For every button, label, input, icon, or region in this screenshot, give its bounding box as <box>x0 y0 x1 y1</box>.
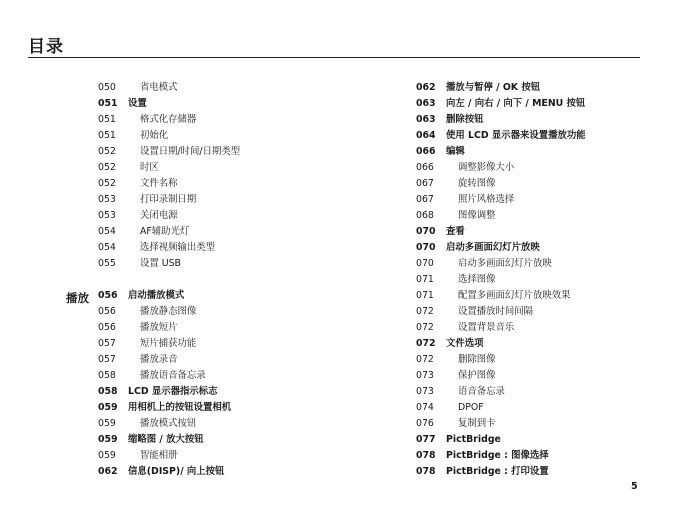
toc-entry[interactable] <box>416 96 656 112</box>
toc-entry[interactable] <box>98 192 388 208</box>
section-gap <box>98 272 388 288</box>
toc-entry[interactable] <box>416 448 656 464</box>
toc-entry[interactable] <box>98 240 388 256</box>
toc-entry-title: 设置 <box>128 98 147 109</box>
toc-entry-title: 播放模式按钮 <box>140 418 197 429</box>
toc-entry-title: 设置 USB <box>140 258 181 269</box>
toc-entry[interactable] <box>416 368 656 384</box>
toc-entry-title: PictBridge : 打印设置 <box>446 466 549 477</box>
toc-entry-title: 打印录制日期 <box>140 194 197 205</box>
toc-entry[interactable] <box>416 144 656 160</box>
toc-entry[interactable] <box>98 400 388 416</box>
toc-entry-title: 照片风格选择 <box>458 194 515 205</box>
toc-entry-page: 072 <box>416 322 434 333</box>
toc-entry-title: 配置多画面幻灯片放映效果 <box>458 290 571 301</box>
toc-entry[interactable] <box>416 240 656 256</box>
toc-entry-title: 文件选项 <box>446 338 484 349</box>
toc-entry-title: 复制到卡 <box>458 418 496 429</box>
toc-entry[interactable] <box>98 464 388 480</box>
toc-entry-page: 067 <box>416 178 434 189</box>
toc-entry-title: 设置播放时间间隔 <box>458 306 534 317</box>
toc-left-column <box>98 80 388 480</box>
toc-entry-page: 066 <box>416 146 436 157</box>
toc-entry-title: 选择视频输出类型 <box>140 242 216 253</box>
toc-entry-title: 播放语音备忘录 <box>140 370 206 381</box>
toc-entry-page: 054 <box>98 242 116 253</box>
toc-entry[interactable] <box>98 112 388 128</box>
toc-entry-title: 启动多画面幻灯片放映 <box>446 242 540 253</box>
toc-entry[interactable] <box>416 80 656 96</box>
toc-entry-title: DPOF <box>458 402 484 413</box>
toc-entry-title: 调整影像大小 <box>458 162 515 173</box>
toc-entry-page: 062 <box>416 82 436 93</box>
toc-entry[interactable] <box>98 80 388 96</box>
toc-entry-title: 文件名称 <box>140 178 178 189</box>
toc-entry-page: 056 <box>98 290 118 301</box>
toc-entry-page: 063 <box>416 114 436 125</box>
toc-entry-title: 向左 / 向右 / 向下 / MENU 按钮 <box>446 98 586 109</box>
toc-entry-title: 删除图像 <box>458 354 496 365</box>
toc-entry-page: 077 <box>416 434 436 445</box>
toc-entry-title: 播放录音 <box>140 354 178 365</box>
toc-entry-title: 关闭电源 <box>140 210 178 221</box>
toc-entry-title: 使用 LCD 显示器来设置播放功能 <box>446 130 586 141</box>
toc-entry[interactable] <box>98 224 388 240</box>
toc-entry-title: 时区 <box>140 162 159 173</box>
toc-entry-title: 智能相册 <box>140 450 178 461</box>
toc-entry-page: 076 <box>416 418 434 429</box>
toc-entry[interactable] <box>98 384 388 400</box>
toc-entry-page: 078 <box>416 450 436 461</box>
toc-entry[interactable] <box>416 304 656 320</box>
toc-entry[interactable] <box>416 336 656 352</box>
toc-entry[interactable] <box>416 272 656 288</box>
toc-entry-page: 057 <box>98 354 116 365</box>
toc-entry-page: 073 <box>416 370 434 381</box>
title-underline <box>28 57 640 58</box>
toc-entry-page: 070 <box>416 258 434 269</box>
toc-entry-page: 071 <box>416 290 434 301</box>
toc-entry-title: 启动播放模式 <box>128 290 185 301</box>
toc-entry-page: 072 <box>416 354 434 365</box>
toc-entry[interactable] <box>416 384 656 400</box>
toc-entry-title: 旋转图像 <box>458 178 496 189</box>
toc-entry-title: 省电模式 <box>140 82 178 93</box>
toc-entry-page: 066 <box>416 162 434 173</box>
toc-entry-page: 056 <box>98 322 116 333</box>
toc-entry-title: 播放与暂停 / OK 按钮 <box>446 82 541 93</box>
toc-entry-title: 初始化 <box>140 130 169 141</box>
toc-entry-title: 删除按钮 <box>446 114 484 125</box>
toc-entry-title: PictBridge : 图像选择 <box>446 450 549 461</box>
toc-entry-page: 051 <box>98 98 118 109</box>
toc-entry-page: 059 <box>98 402 118 413</box>
toc-entry-page: 067 <box>416 194 434 205</box>
toc-entry-page: 078 <box>416 466 436 477</box>
toc-entry[interactable] <box>98 208 388 224</box>
toc-entry-page: 059 <box>98 434 118 445</box>
toc-entry-title: PictBridge <box>446 434 501 445</box>
toc-entry[interactable] <box>416 400 656 416</box>
toc-entry-page: 053 <box>98 194 116 205</box>
toc-entry-title: 保护图像 <box>458 370 496 381</box>
toc-entry[interactable] <box>416 432 656 448</box>
toc-entry[interactable] <box>98 336 388 352</box>
toc-entry-title: 设置背景音乐 <box>458 322 515 333</box>
toc-entry-page: 051 <box>98 130 116 141</box>
toc-entry-page: 058 <box>98 386 118 397</box>
toc-entry[interactable] <box>98 176 388 192</box>
toc-entry-title: 查看 <box>446 226 465 237</box>
toc-entry[interactable] <box>98 256 388 272</box>
toc-entry-page: 073 <box>416 386 434 397</box>
toc-entry-page: 059 <box>98 450 116 461</box>
toc-entry[interactable] <box>416 192 656 208</box>
toc-entry[interactable] <box>416 288 656 304</box>
toc-entry-page: 070 <box>416 242 436 253</box>
toc-entry-title: 编辑 <box>446 146 465 157</box>
toc-entry[interactable] <box>98 352 388 368</box>
toc-entry-page: 072 <box>416 306 434 317</box>
toc-entry-title: 选择图像 <box>458 274 496 285</box>
toc-entry-page: 059 <box>98 418 116 429</box>
toc-entry[interactable] <box>416 176 656 192</box>
toc-entry-title: 图像调整 <box>458 210 496 221</box>
toc-entry-page: 055 <box>98 258 116 269</box>
toc-entry-page: 072 <box>416 338 436 349</box>
toc-entry-title: 启动多画面幻灯片放映 <box>458 258 552 269</box>
toc-entry[interactable] <box>416 416 656 432</box>
section-label: 播放 <box>66 291 89 305</box>
toc-entry[interactable] <box>98 288 388 304</box>
toc-entry-title: 信息(DISP)/ 向上按钮 <box>128 466 225 477</box>
toc-entry-page: 071 <box>416 274 434 285</box>
toc-entry-title: 播放静态图像 <box>140 306 197 317</box>
toc-entry-page: 063 <box>416 98 436 109</box>
toc-entry-page: 062 <box>98 466 118 477</box>
toc-entry-title: LCD 显示器指示标志 <box>128 386 218 397</box>
toc-entry-page: 052 <box>98 178 116 189</box>
toc-entry[interactable] <box>416 208 656 224</box>
toc-entry[interactable] <box>98 448 388 464</box>
toc-entry-page: 053 <box>98 210 116 221</box>
toc-entry-page: 054 <box>98 226 116 237</box>
toc-entry-page: 051 <box>98 114 116 125</box>
toc-entry[interactable] <box>416 464 656 480</box>
toc-entry[interactable] <box>416 160 656 176</box>
toc-entry[interactable] <box>98 432 388 448</box>
toc-entry-page: 052 <box>98 162 116 173</box>
toc-entry[interactable] <box>416 128 656 144</box>
toc-entry-title: 播放短片 <box>140 322 178 333</box>
toc-entry[interactable] <box>98 128 388 144</box>
toc-entry[interactable] <box>416 256 656 272</box>
toc-entry[interactable] <box>98 320 388 336</box>
toc-entry-page: 050 <box>98 82 116 93</box>
toc-entry[interactable] <box>98 416 388 432</box>
toc-entry-page: 064 <box>416 130 436 141</box>
toc-entry[interactable] <box>98 304 388 320</box>
toc-right-column <box>416 80 656 480</box>
page-number: 5 <box>631 481 638 492</box>
toc-entry[interactable] <box>416 352 656 368</box>
toc-entry[interactable] <box>98 368 388 384</box>
toc-entry-page: 056 <box>98 306 116 317</box>
toc-entry-title: 设置日期/时间/日期类型 <box>140 146 241 157</box>
toc-entry-title: 格式化存储器 <box>140 114 197 125</box>
toc-entry-page: 058 <box>98 370 116 381</box>
page-title: 目录 <box>28 37 64 57</box>
toc-entry[interactable] <box>98 160 388 176</box>
toc-entry[interactable] <box>416 224 656 240</box>
toc-entry-title: 短片捕获功能 <box>140 338 197 349</box>
toc-entry-title: 用相机上的按钮设置相机 <box>128 402 232 413</box>
toc-entry[interactable] <box>416 112 656 128</box>
toc-entry-page: 052 <box>98 146 116 157</box>
toc-entry-page: 057 <box>98 338 116 349</box>
toc-entry-title: AF辅助光灯 <box>140 226 190 237</box>
toc-entry[interactable] <box>98 144 388 160</box>
toc-entry-page: 070 <box>416 226 436 237</box>
toc-entry[interactable] <box>416 320 656 336</box>
toc-entry[interactable] <box>98 96 388 112</box>
toc-entry-title: 语音备忘录 <box>458 386 505 397</box>
toc-entry-title: 缩略图 / 放大按钮 <box>128 434 204 445</box>
toc-entry-page: 074 <box>416 402 434 413</box>
toc-entry-page: 068 <box>416 210 434 221</box>
